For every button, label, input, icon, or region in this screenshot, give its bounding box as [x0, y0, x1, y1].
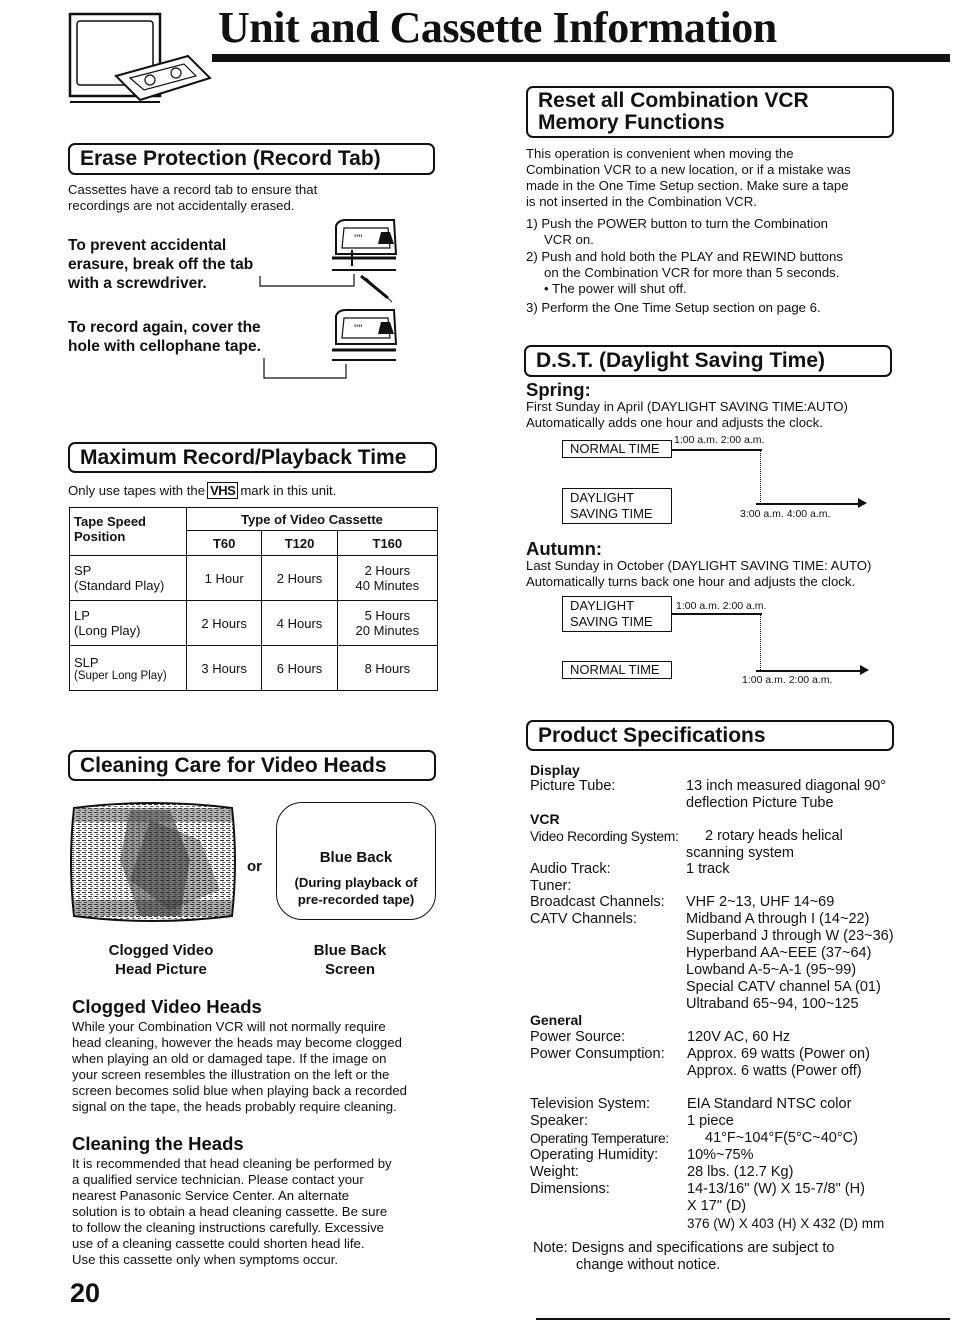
col-type: Type of Video Cassette [187, 508, 438, 531]
max-record-header: Maximum Record/Playback Time [68, 442, 437, 473]
erase-protection-header: Erase Protection (Record Tab) [68, 143, 435, 175]
col-t60: T60 [187, 531, 262, 556]
spec-weight-label: Weight: [530, 1164, 579, 1180]
table-row: LP (Long Play) 2 Hours 4 Hours 5 Hours 20 Minutes [70, 601, 438, 646]
spec-audio-label: Audio Track: [530, 861, 611, 877]
spec-picture-tube-label: Picture Tube: [530, 778, 616, 794]
spring-text: First Sunday in April (DAYLIGHT SAVING TIME:AUTO) Automatically adds one hour and adjusts the clock. [526, 399, 848, 430]
title-bar [212, 54, 950, 62]
reset-step-2: 2) Push and hold both the PLAY and REWIND buttons on the Combination VCR for more than 5 seconds. • The power will shut off. [526, 249, 843, 296]
spec-vcr-title: VCR [530, 811, 560, 827]
spring-title: Spring: [526, 379, 591, 400]
spring-top-times: 1:00 a.m. 2:00 a.m. [674, 434, 765, 446]
spec-dim-label: Dimensions: [530, 1181, 610, 1197]
blue-back-sublabel: (During playback of pre-recorded tape) [294, 875, 418, 907]
svg-text:'''': '''' [354, 233, 363, 245]
blue-back-label: Blue Back [319, 849, 393, 866]
spec-power-source-label: Power Source: [530, 1029, 626, 1045]
spec-video-rec-label: Video Recording System: [530, 829, 679, 844]
clogged-heads-title: Clogged Video Heads [72, 996, 262, 1017]
spring-dotted-line [760, 450, 761, 504]
table-row: SP (Standard Play) 1 Hour 2 Hours 2 Hours 40 Minutes [70, 556, 438, 601]
reset-header: Reset all Combination VCR Memory Functions [526, 86, 894, 138]
autumn-title: Autumn: [526, 538, 603, 559]
table-row: SLP (Super Long Play) 3 Hours 6 Hours 8 Hours [70, 646, 438, 691]
autumn-bottom-line [756, 670, 862, 672]
spring-daylight-box: DAYLIGHT SAVING TIME [562, 488, 672, 524]
page-title: Unit and Cassette Information [218, 3, 777, 52]
reset-intro: This operation is convenient when moving the Combination VCR to a new location, or if a mistake was made in the One Time Setup section. Make sure a tape is not inserted in the Combination VCR. [526, 146, 851, 209]
spring-top-line [672, 449, 762, 451]
col-t120: T120 [262, 531, 337, 556]
spec-dim-value: 14-13/16" (W) X 15-7/8" (H) X 17" (D) 376 (W) X 403 (H) X 432 (D) mm [687, 1181, 885, 1231]
spec-op-temp-label: Operating Temperature: [530, 1131, 669, 1146]
autumn-top-times: 1:00 a.m. 2:00 a.m. [676, 600, 767, 612]
prevent-instructions: To prevent accidental erasure, break off the tab with a screwdriver. [68, 237, 254, 292]
footer-rule [536, 1318, 950, 1320]
spec-weight-value: 28 lbs. (12.7 Kg) [687, 1164, 794, 1180]
spec-speaker-value: 1 piece [687, 1113, 734, 1129]
reset-step-1: 1) Push the POWER button to turn the Combination VCR on. [526, 216, 829, 247]
spec-broadcast-label: Broadcast Channels: [530, 894, 665, 910]
autumn-normal-time-box: NORMAL TIME [562, 661, 672, 679]
tv-vcr-icon [68, 12, 218, 104]
spec-audio-value: 1 track [686, 861, 730, 877]
reset-step-3: 3) Perform the One Time Setup section on page 6. [526, 300, 821, 315]
dst-header: D.S.T. (Daylight Saving Time) [524, 345, 892, 377]
cleaning-care-header: Cleaning Care for Video Heads [68, 750, 436, 781]
cassette-tape-cover-icon [256, 308, 406, 384]
spec-video-rec-value-1: 2 rotary heads helical [705, 828, 843, 844]
vhs-logo: VHS [207, 482, 238, 499]
spec-tv-sys-label: Television System: [530, 1096, 651, 1112]
autumn-daylight-box: DAYLIGHT SAVING TIME [562, 596, 672, 632]
spec-catv-value: Midband A through I (14~22) Superband J through W (23~36) Hyperband AA~EEE (37~64) Lowband A-5~A-1 (95~99) Special CATV channel 5A (01) Ultraband 65~94, 100~125 [686, 911, 894, 1012]
spec-speaker-label: Speaker: [530, 1113, 589, 1129]
spec-display-title: Display [530, 762, 580, 778]
blue-back-screen [276, 802, 436, 920]
clogged-video-screen-image [70, 800, 236, 924]
caption-blue-back: Blue Back Screen [313, 942, 387, 978]
spec-note: Note: Designs and specifications are subject to change without notice. [533, 1240, 835, 1273]
or-label: or [247, 858, 262, 875]
col-tape-speed: Tape Speed Position [70, 508, 187, 556]
record-again-instructions: To record again, cover the hole with cellophane tape. [68, 319, 261, 355]
tape-time-table [69, 507, 438, 691]
autumn-dotted-line [760, 614, 761, 670]
autumn-bottom-times: 1:00 a.m. 2:00 a.m. [742, 674, 833, 686]
spec-video-rec-value-2: scanning system [686, 845, 794, 861]
caption-clogged: Clogged Video Head Picture [108, 942, 214, 978]
cassette-tab-break-icon [256, 218, 406, 304]
erase-intro: Cassettes have a record tab to ensure that recordings are not accidentally erased. [68, 182, 318, 213]
spec-broadcast-value: VHF 2~13, UHF 14~69 [686, 894, 835, 910]
col-t160: T160 [337, 531, 437, 556]
cleaning-heads-title: Cleaning the Heads [72, 1133, 244, 1154]
spring-normal-time-box: NORMAL TIME [562, 440, 672, 458]
spec-general-title: General [530, 1012, 583, 1028]
spec-picture-tube-value: 13 inch measured diagonal 90° deflection Picture Tube [686, 778, 887, 811]
spec-op-temp-value: 41°F~104°F(5°C~40°C) [705, 1130, 858, 1146]
page-number: 20 [70, 1278, 101, 1308]
spec-op-hum-label: Operating Humidity: [530, 1147, 659, 1163]
spec-power-cons-value: Approx. 69 watts (Power on) Approx. 6 watts (Power off) [687, 1046, 870, 1079]
clogged-heads-text: While your Combination VCR will not normally require head cleaning, however the heads may become clogged when playing an old or damaged tape. If the image on your screen resembles the illustration on the left or the screen becomes solid blue when playing back a recorded signal on the tape, the heads probably require cleaning. [72, 1019, 408, 1114]
spring-arrow-icon [858, 498, 867, 508]
spec-tv-sys-value: EIA Standard NTSC color [687, 1096, 852, 1112]
spec-op-hum-value: 10%~75% [687, 1147, 754, 1163]
spring-bottom-line [756, 503, 860, 505]
cleaning-heads-text: It is recommended that head cleaning be performed by a qualified service technician. Please contact your nearest Panasonic Service Center. An alternate solution is to obtain a head cleaning cassette. Be sure to follow the cleaning instructions carefully. Excessive use of a cleaning cassette could shorten head life. Use this cassette only when symptoms occur. [72, 1156, 392, 1267]
spec-power-cons-label: Power Consumption: [530, 1046, 665, 1062]
autumn-arrow-icon [860, 665, 869, 675]
vhs-note: Only use tapes with the VHS mark in this unit. [68, 483, 337, 498]
autumn-text: Last Sunday in October (DAYLIGHT SAVING TIME: AUTO) Automatically turns back one hour and adjusts the clock. [526, 558, 872, 589]
svg-text:'''': '''' [354, 323, 363, 335]
spec-tuner-label: Tuner: [530, 878, 572, 894]
spec-catv-label: CATV Channels: [530, 911, 637, 927]
spring-bottom-times: 3:00 a.m. 4:00 a.m. [740, 508, 831, 520]
specs-header: Product Specifications [526, 720, 894, 751]
spec-power-source-value: 120V AC, 60 Hz [687, 1029, 791, 1045]
autumn-top-line [672, 613, 762, 615]
